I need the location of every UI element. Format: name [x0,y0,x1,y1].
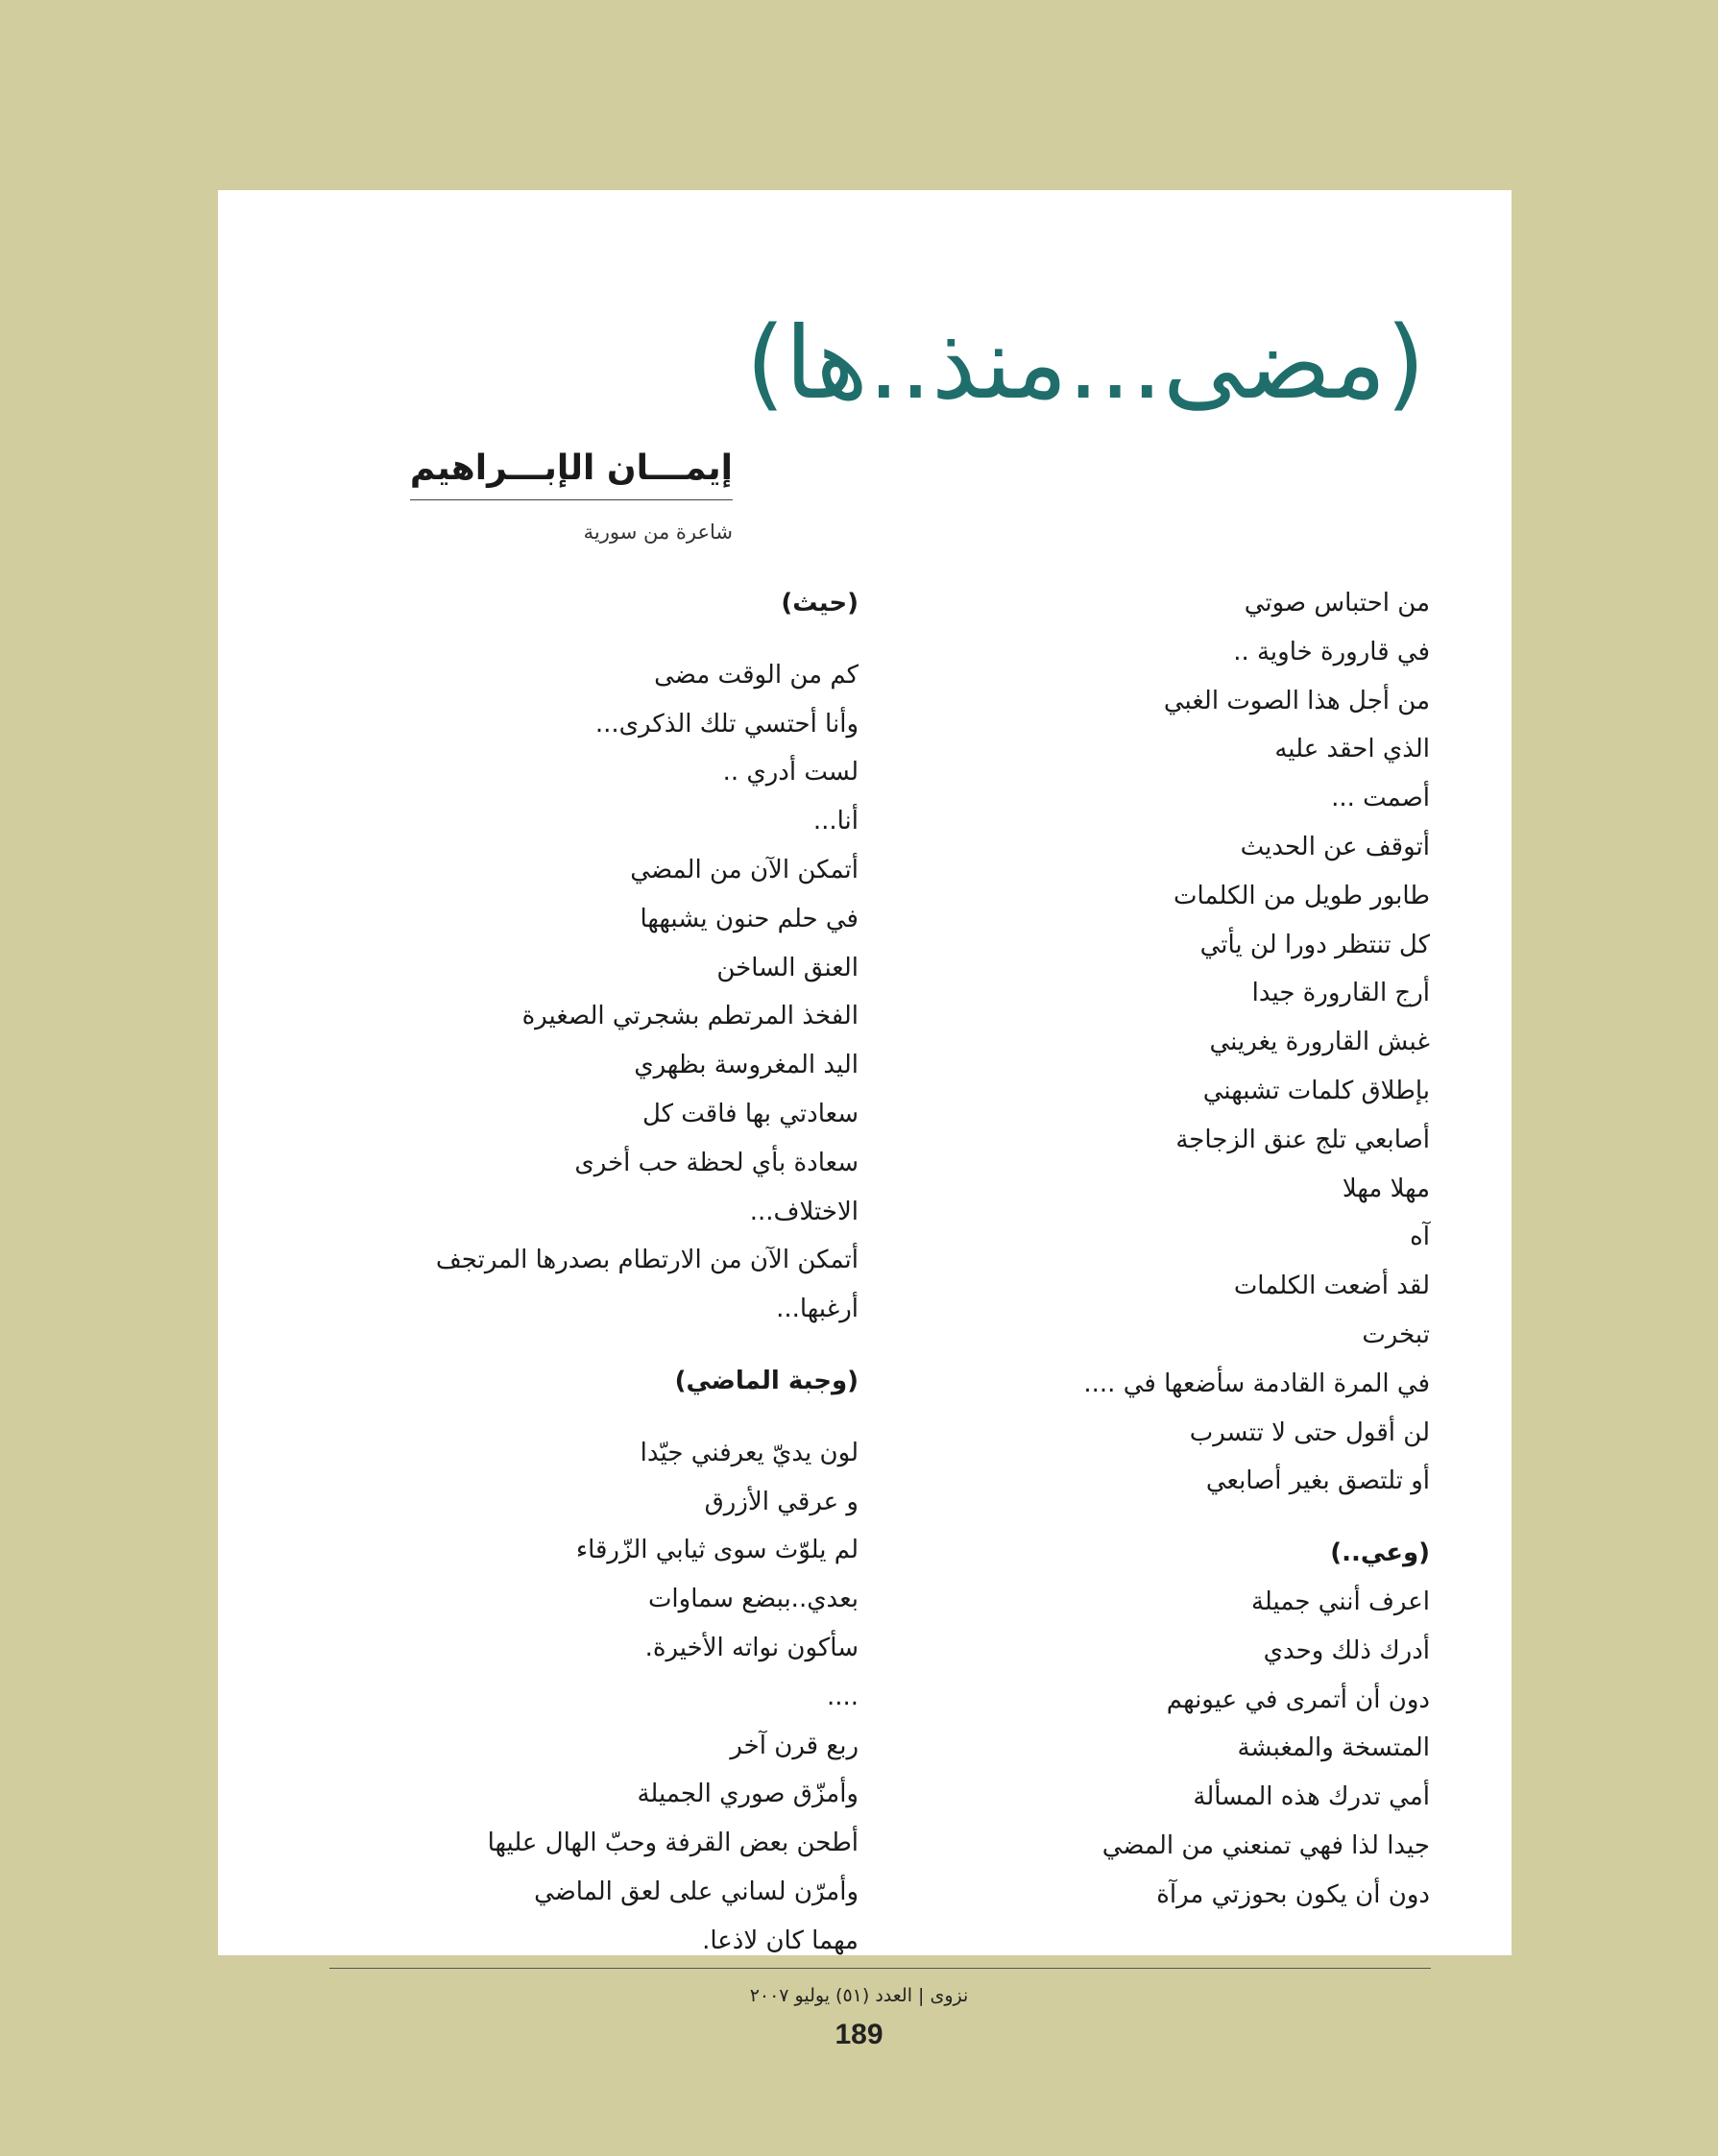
poem-line: كم من الوقت مضى [654,660,859,690]
poem-line: آه [1410,1223,1430,1252]
poem-line: دون أن يكون بحوزتي مرآة [1156,1879,1430,1909]
poem-line: أتوقف عن الحديث [1240,832,1430,861]
poem-line: جيدا لذا فهي تمنعني من المضي [1101,1830,1430,1860]
poem-line: سعادتي بها فاقت كل [641,1099,859,1128]
section-gap [436,628,859,651]
poem-line: أدرك ذلك وحدي [1263,1635,1430,1665]
page-sheet [218,190,1512,1955]
left-column [436,579,859,1966]
poem-line: ربع قرن آخر [730,1731,859,1760]
section-gap [436,1334,859,1357]
poem-line: أرج القارورة جيدا [1251,979,1430,1008]
page-number: 189 [835,2019,883,2050]
poem-title: (مضى...منذ..ها) [745,304,1425,422]
author-name: إيمـــان الإبـــراهيم [410,442,733,500]
poem-line: سعادة بأي لحظة حب أخرى [574,1148,859,1177]
poem-line: المتسخة والمغبشة [1237,1733,1430,1763]
footer-issue-info: نزوى | العدد (٥١) يوليو ٢٠٠٧ [749,1985,969,2006]
poem-line: لم يلوّث سوى ثيابي الزّرقاء [575,1536,859,1565]
poem-line: أمي تدرك هذه المسألة [1193,1782,1430,1812]
poem-line: لست أدري .. [722,758,859,787]
poem-line: أو تلتصق بغير أصابعي [1205,1466,1430,1496]
poem-line: أرغبها... [776,1295,859,1324]
poem-line: الذي احقد عليه [1274,735,1430,764]
poem-line: أصابعي تلج عنق الزجاجة [1175,1125,1430,1154]
poem-line: لن أقول حتى لا تتسرب [1189,1417,1430,1447]
poem-line: .... [826,1682,859,1711]
poem-line: أنا... [812,807,859,836]
section-title-waei: (وعي..) [1330,1538,1430,1568]
poem-line: كل تنتظر دورا لن يأتي [1199,930,1430,959]
poem-line: من أجل هذا الصوت الغبي [1163,686,1430,715]
poem-line: العنق الساخن [716,953,859,982]
author-block [329,442,733,546]
section-gap [1083,1506,1430,1529]
poem-line: و عرقي الأزرق [704,1487,859,1516]
poem-line: بعدي..ببضع سماوات [647,1585,859,1614]
poem-line: مهلا مهلا [1342,1174,1430,1203]
poem-line: اعرف أنني جميلة [1250,1587,1430,1616]
poem-line: غبش القارورة يغريني [1209,1028,1430,1057]
poem-line: وأنا أحتسي تلك الذكرى... [594,709,859,739]
poem-line: أطحن بعض القرفة وحبّ الهال عليها [487,1829,859,1858]
section-gap [436,1406,859,1429]
poem-line: مهما كان لاذعا. [702,1926,859,1955]
poem-line: تبخرت [1362,1320,1430,1349]
poem-line: دون أن أتمرى في عيونهم [1166,1684,1430,1714]
poem-line: في قارورة خاوية .. [1233,637,1430,666]
section-title-wajbat-almadi: (وجبة الماضي) [674,1366,859,1395]
poem-line: أتمكن الآن من المضي [630,855,859,884]
poem-line: طابور طويل من الكلمات [1174,881,1430,910]
poem-line: الاختلاف... [749,1197,859,1226]
poem-line: في المرة القادمة سأضعها في .... [1083,1369,1430,1398]
section-title-haith: (حيث) [781,589,859,618]
right-column [1083,579,1430,1920]
poem-line: وأمرّن لساني على لعق الماضي [534,1877,859,1906]
poem-line: سأكون نواته الأخيرة. [644,1633,859,1662]
poem-line: أصمت ... [1331,784,1430,813]
poem-line: بإطلاق كلمات تشبهني [1202,1076,1430,1105]
poem-line: أتمكن الآن من الارتطام بصدرها المرتجف [435,1246,859,1275]
poem-line: في حلم حنون يشبهها [640,904,859,933]
poem-line: اليد المغروسة بظهري [634,1051,859,1080]
poem-line: لون يديّ يعرفني جيّدا [640,1438,859,1467]
poem-line: وأمزّق صوري الجميلة [637,1780,859,1809]
poem-line: الفخذ المرتطم بشجرتي الصغيرة [521,1002,859,1031]
footer-divider [329,1968,1431,1969]
poem-line: من احتباس صوتي [1244,589,1430,618]
poem-line: لقد أضعت الكلمات [1233,1272,1430,1301]
author-subtitle: شاعرة من سورية [583,521,733,544]
